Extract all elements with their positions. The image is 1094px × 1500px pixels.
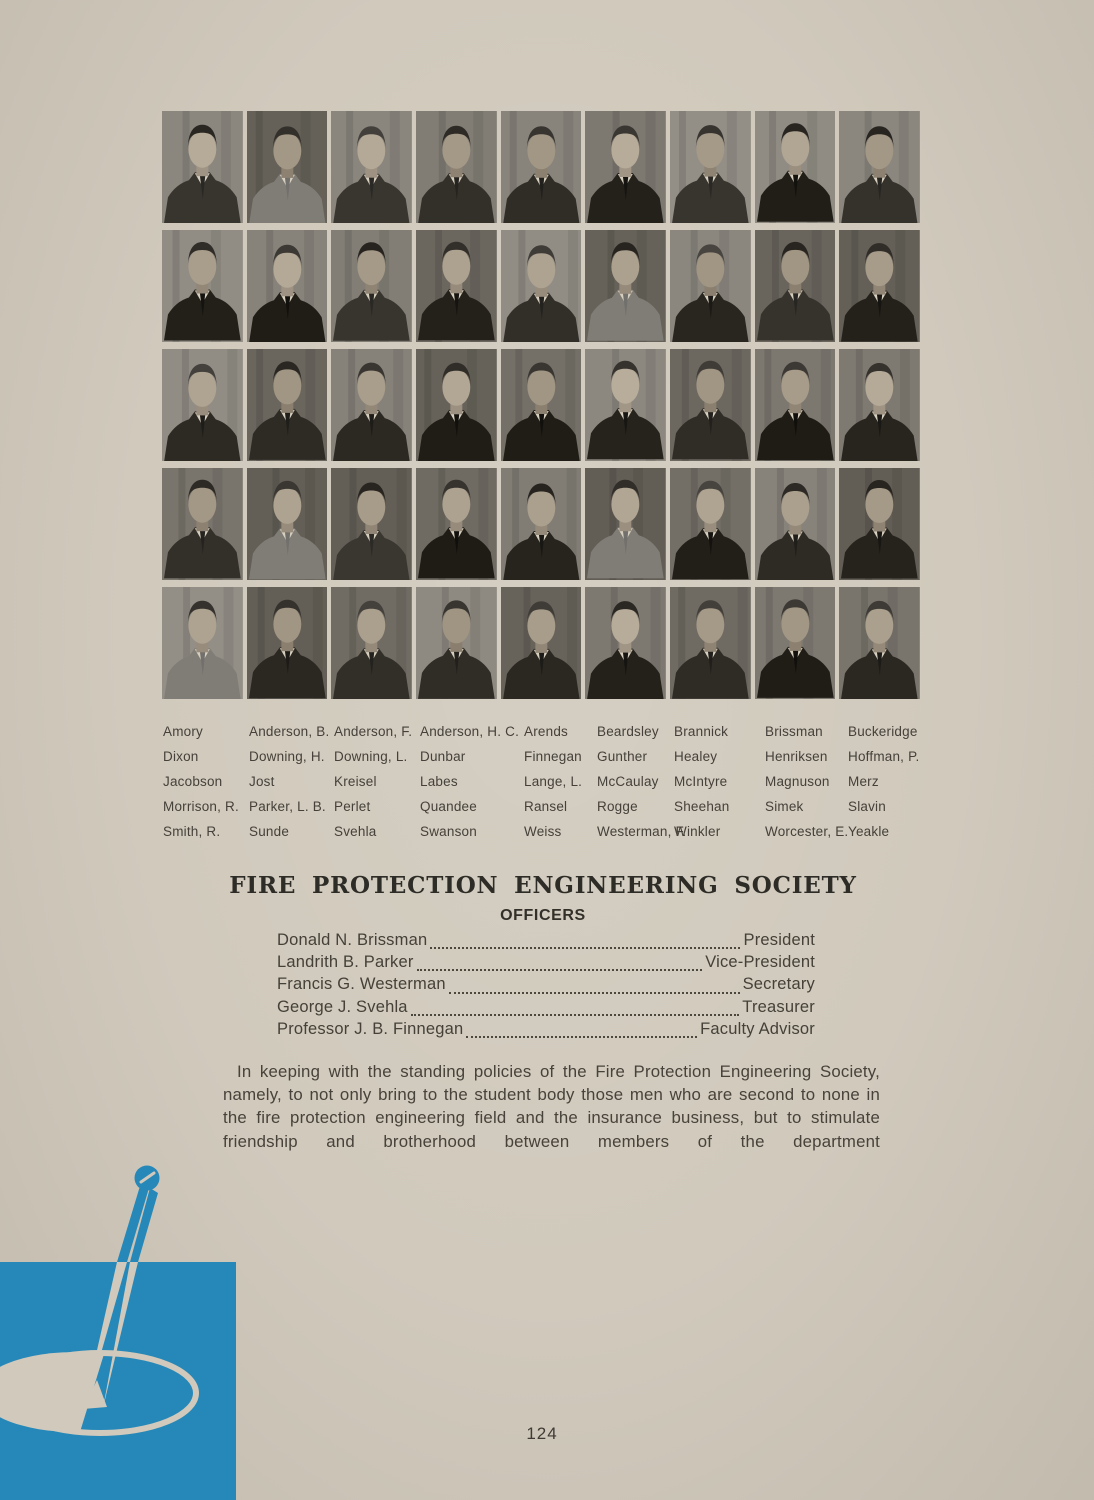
portrait-photo [501, 230, 582, 342]
officer-name: George J. Svehla [277, 997, 408, 1016]
portrait-photo [585, 587, 666, 699]
portrait-photo [501, 587, 582, 699]
portrait-photo [162, 349, 243, 461]
student-name: Parker, L. B. [249, 799, 326, 814]
portrait-photo [839, 349, 920, 461]
student-name: Brissman [765, 724, 823, 739]
portrait-photo [162, 111, 243, 223]
portrait-photo [416, 468, 497, 580]
student-name: Winkler [674, 824, 721, 839]
student-name: Downing, H. [249, 749, 325, 764]
portrait-photo [839, 587, 920, 699]
student-name: Jacobson [163, 774, 223, 789]
portrait-photo [416, 349, 497, 461]
student-name: Buckeridge [848, 724, 918, 739]
portrait-photo [501, 349, 582, 461]
portrait-photo [331, 468, 412, 580]
student-name: Westerman, F. [597, 824, 687, 839]
student-name: Sheehan [674, 799, 730, 814]
page-number: 124 [526, 1424, 558, 1443]
officer-role: Secretary [742, 975, 815, 994]
portrait-photo [416, 111, 497, 223]
officer-row [277, 931, 815, 953]
portrait-photo [839, 230, 920, 342]
student-name: Brannick [674, 724, 729, 739]
student-name: Perlet [334, 799, 371, 814]
names-row [163, 819, 938, 844]
names-row [163, 744, 938, 769]
student-name: Amory [163, 724, 204, 739]
student-name: Simek [765, 799, 804, 814]
student-name: McIntyre [674, 774, 728, 789]
student-name: Jost [249, 774, 275, 789]
portrait-photo [755, 230, 836, 342]
officer-row [277, 953, 815, 975]
portrait-photo [670, 230, 751, 342]
portrait-photo [839, 111, 920, 223]
portrait-photo [162, 587, 243, 699]
portrait-photo [247, 468, 328, 580]
portrait-photo [585, 230, 666, 342]
student-name: Lange, L. [524, 774, 583, 789]
portrait-photo [162, 468, 243, 580]
student-name: Beardsley [597, 724, 659, 739]
student-name: Anderson, F. [334, 724, 413, 739]
officer-row [277, 975, 815, 997]
officers-list [277, 931, 815, 1042]
student-name: Yeakle [848, 824, 890, 839]
portrait-photo [585, 349, 666, 461]
student-name: Anderson, H. C. [420, 724, 520, 739]
officer-role: President [743, 931, 815, 949]
portrait-photo [670, 468, 751, 580]
student-name: Magnuson [765, 774, 830, 789]
portrait-photo [585, 468, 666, 580]
portrait-photo [839, 468, 920, 580]
officer-name: Donald N. Brissman [277, 931, 428, 949]
officer-name: Professor J. B. Finnegan [277, 1019, 464, 1038]
dot-leader [411, 1014, 740, 1016]
portrait-photo-grid [162, 111, 920, 699]
student-name: Sunde [249, 824, 290, 839]
student-name: Morrison, R. [163, 799, 239, 814]
student-name: Labes [420, 774, 458, 789]
student-names-grid [163, 719, 938, 844]
officers-heading: OFFICERS [500, 907, 586, 924]
portrait-photo [501, 468, 582, 580]
portrait-photo [331, 349, 412, 461]
student-name: Anderson, B. [249, 724, 330, 739]
student-name: Worcester, E. [765, 824, 849, 839]
portrait-photo [755, 587, 836, 699]
student-name: Hoffman, P. [848, 749, 920, 764]
names-row [163, 719, 938, 744]
student-name: Swanson [420, 824, 477, 839]
student-name: Downing, L. [334, 749, 408, 764]
student-name: Dunbar [420, 749, 466, 764]
portrait-photo [670, 349, 751, 461]
dot-leader [449, 992, 740, 994]
portrait-photo [416, 230, 497, 342]
student-name: Dixon [163, 749, 199, 764]
student-name: Healey [674, 749, 718, 764]
portrait-photo [162, 230, 243, 342]
student-name: Smith, R. [163, 824, 221, 839]
portrait-photo [755, 468, 836, 580]
names-row [163, 794, 938, 819]
student-name: Merz [848, 774, 879, 789]
student-name: Henriksen [765, 749, 828, 764]
student-name: Ransel [524, 799, 568, 814]
portrait-photo [247, 111, 328, 223]
portrait-photo [755, 111, 836, 223]
names-row [163, 769, 938, 794]
dot-leader [417, 969, 703, 971]
portrait-photo [331, 111, 412, 223]
student-name: Quandee [420, 799, 477, 814]
student-name: Gunther [597, 749, 648, 764]
dot-leader [430, 947, 740, 949]
portrait-photo [247, 230, 328, 342]
portrait-photo [247, 587, 328, 699]
portrait-photo [331, 587, 412, 699]
officer-role: Treasurer [742, 997, 815, 1016]
portrait-photo [501, 111, 582, 223]
portrait-photo [247, 349, 328, 461]
intro-paragraph: In keeping with the standing policies of the Fire Protection Engineering Society, namely, to not only bring to the student body those men who are second to none in the fire protection engineering field and the insurance business, but to stimulate friendship and brotherhood between members of the department [223, 1062, 880, 1151]
officer-role: Faculty Advisor [700, 1019, 815, 1038]
officer-role: Vice-President [705, 953, 815, 972]
student-name: Rogge [597, 799, 638, 814]
portrait-photo [670, 587, 751, 699]
student-name: Kreisel [334, 774, 377, 789]
portrait-photo [755, 349, 836, 461]
portrait-photo [331, 230, 412, 342]
drafting-compass-icon [0, 1150, 250, 1500]
page-title: FIRE PROTECTION ENGINEERING SOCIETY [229, 872, 857, 899]
student-name: Finnegan [524, 749, 582, 764]
dot-leader [466, 1036, 697, 1038]
drafting-compass-emblem [0, 1150, 250, 1500]
portrait-photo [585, 111, 666, 223]
student-name: Arends [524, 724, 568, 739]
officer-name: Landrith B. Parker [277, 953, 414, 972]
student-name: Slavin [848, 799, 886, 814]
officer-row [277, 998, 815, 1020]
portrait-photo [416, 587, 497, 699]
student-name: Svehla [334, 824, 377, 839]
student-name: McCaulay [597, 774, 659, 789]
student-name: Weiss [524, 824, 562, 839]
officer-name: Francis G. Westerman [277, 975, 446, 994]
portrait-photo [670, 111, 751, 223]
officer-row [277, 1020, 815, 1042]
